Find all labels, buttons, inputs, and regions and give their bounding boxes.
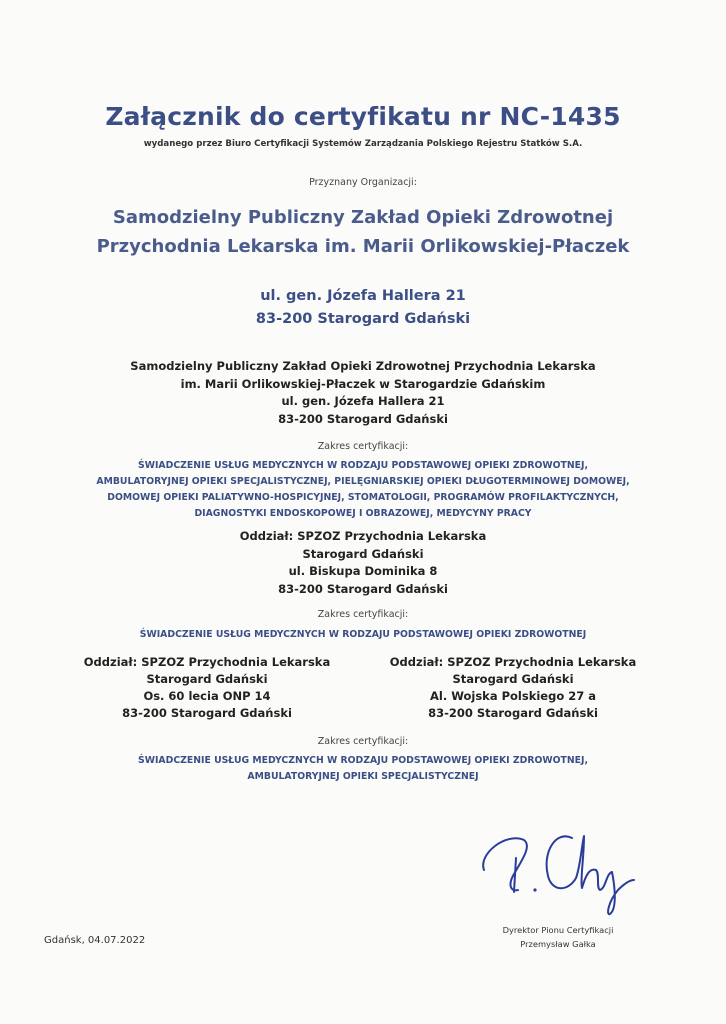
document-subtitle: wydanego przez Biuro Certyfikacji Systemów Zarządzania Polskiego Rejestru Statków S.A. (143, 139, 583, 149)
organization-name (0, 203, 726, 261)
scope-branch-dominika: ŚWIADCZENIE USŁUG MEDYCZNYCH W RODZAJU PODSTAWOWEJ OPIEKI ZDROWOTNEJ (139, 629, 587, 640)
site-branch-wojska-line2: Starogard Gdański (452, 672, 574, 686)
scope-label-branches: Zakres certyfikacji: (317, 736, 409, 747)
signer-title: Dyrektor Pionu Certyfikacji (502, 925, 614, 935)
site-main-line4: 83-200 Starogard Gdański (278, 411, 448, 426)
site-branch-onp-line1: Oddział: SPZOZ Przychodnia Lekarska (83, 655, 331, 669)
organization-name-line1: Samodzielny Publiczny Zakład Opieki Zdrowotnej (112, 207, 614, 228)
site-branch-dominika-line1: Oddział: SPZOZ Przychodnia Lekarska (239, 529, 487, 543)
scope-main-line: DOMOWEJ OPIEKI PALIATYWNO-HOSPICYJNEJ, STOMATOLOGII, PROGRAMÓW PROFILAKTYCZNYCH, (107, 492, 619, 503)
site-branch-dominika-line3: ul. Biskupa Dominika 8 (288, 564, 438, 578)
scope-branches-line: ŚWIADCZENIE USŁUG MEDYCZNYCH W RODZAJU PODSTAWOWEJ OPIEKI ZDROWOTNEJ, (138, 755, 588, 766)
scope-main-line: DIAGNOSTYKI ENDOSKOPOWEJ I OBRAZOWEJ, MEDYCYNY PRACY (194, 508, 532, 519)
site-branch-onp-line4: 83-200 Starogard Gdański (122, 706, 292, 720)
issue-date: Gdańsk, 04.07.2022 (44, 935, 146, 946)
site-main-line3: ul. gen. Józefa Hallera 21 (281, 394, 445, 408)
scope-main-line: AMBULATORYJNEJ OPIEKI SPECJALISTYCZNEJ, PIELĘGNIARSKIEJ OPIEKI DŁUGOTERMINOWEJ DOMOWEJ, (96, 476, 630, 487)
organization-address (0, 285, 726, 331)
organization-name-line2: Przychodnia Lekarska im. Marii Orlikowskiej-Płaczek (96, 236, 630, 257)
site-main-line2: im. Marii Orlikowskiej-Płaczek w Starogardzie Gdańskim (180, 376, 546, 391)
site-branch-wojska-line4: 83-200 Starogard Gdański (428, 706, 598, 720)
signature-image (472, 818, 652, 918)
signer-block (488, 923, 628, 951)
site-branch-wojska-line3: Al. Wojska Polskiego 27 a (430, 689, 596, 703)
site-branch-onp-line3: Os. 60 lecia ONP 14 (143, 689, 271, 703)
site-branch-dominika-line2: Starogard Gdański (302, 546, 424, 561)
signer-name: Przemysław Gałka (520, 939, 596, 949)
site-main-address (0, 358, 726, 428)
site-branch-wojska (368, 654, 658, 722)
document-title: Załącznik do certyfikatu nr NC-1435 (105, 102, 621, 131)
scope-main-line: ŚWIADCZENIE USŁUG MEDYCZNYCH W RODZAJU PODSTAWOWEJ OPIEKI ZDROWOTNEJ, (138, 460, 588, 471)
site-branch-dominika (0, 528, 726, 598)
site-branch-onp-line2: Starogard Gdański (146, 672, 268, 686)
organization-address-line1: ul. gen. Józefa Hallera 21 (260, 288, 466, 304)
site-branch-onp (62, 654, 352, 722)
scope-main (0, 458, 726, 522)
organization-address-line2: 83-200 Starogard Gdański (255, 311, 471, 327)
scope-label-branch-dominika: Zakres certyfikacji: (317, 609, 409, 620)
site-branch-dominika-line4: 83-200 Starogard Gdański (278, 581, 448, 596)
scope-branches-line: AMBULATORYJNEJ OPIEKI SPECJALISTYCZNEJ (247, 771, 479, 782)
scope-branches (0, 753, 726, 785)
granted-label: Przyznany Organizacji: (309, 177, 417, 188)
scope-label-main: Zakres certyfikacji: (317, 441, 409, 452)
site-branch-wojska-line1: Oddział: SPZOZ Przychodnia Lekarska (389, 655, 637, 669)
site-main-line1: Samodzielny Publiczny Zakład Opieki Zdrowotnej Przychodnia Lekarska (130, 359, 596, 373)
